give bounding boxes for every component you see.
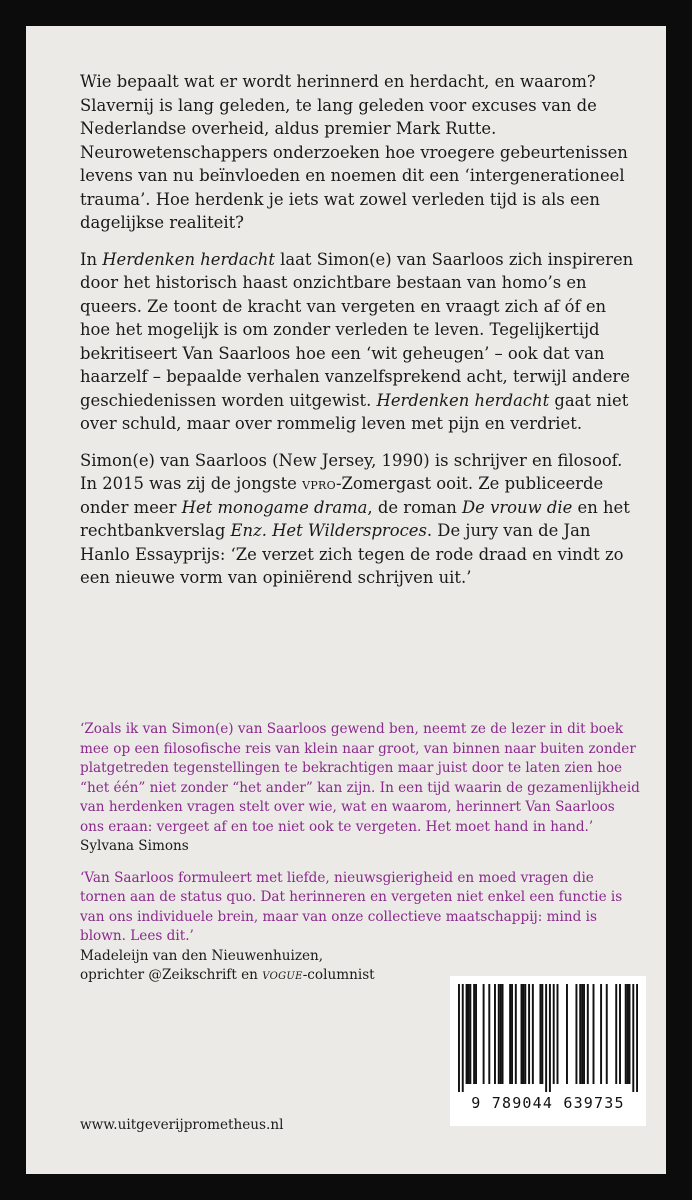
barcode-bar (528, 984, 530, 1084)
book-title: Herdenken herdacht (376, 390, 550, 410)
barcode-bar (488, 984, 490, 1084)
barcode-bar (515, 984, 517, 1084)
barcode-bar (636, 984, 638, 1092)
text-span: . De jury van de Jan Hanlo Essayprijs: ‘Ze verzet zich tegen de rode draad en vindt zo een nieuwe vorm van opiniërend schrijven uit.’ (80, 521, 624, 587)
barcode-bar (587, 984, 589, 1084)
barcode-bar (557, 984, 559, 1084)
barcode-bar (553, 984, 555, 1084)
barcode-bar (566, 984, 568, 1084)
barcode-bar (483, 984, 485, 1084)
barcode-bar (615, 984, 617, 1084)
book-title: Enz. Het Wildersproces (230, 521, 427, 540)
text-span: en het rechtbankverslag (80, 497, 630, 540)
barcode-bar (511, 984, 513, 1084)
publisher-website: www.uitgeverijprometheus.nl (80, 1117, 284, 1133)
author-name: Madeleijn van den Nieuwenhuizen, (80, 947, 324, 964)
blurb (80, 70, 640, 603)
barcode-bar (549, 984, 551, 1092)
barcode-bar (600, 984, 602, 1084)
barcode-bar (541, 984, 543, 1084)
barcode-bar (500, 984, 502, 1084)
barcode-bar (593, 984, 595, 1084)
barcode-bar (575, 984, 577, 1084)
review-quotes (80, 720, 640, 998)
barcode-bar (522, 984, 524, 1084)
barcode-bar (619, 984, 621, 1084)
barcode-bar (629, 984, 631, 1084)
barcode-bar (502, 984, 504, 1084)
barcode-bar (625, 984, 627, 1084)
text-span: -columnist (302, 967, 375, 983)
isbn-number: 9 789044 639735 (471, 1094, 625, 1112)
book-title: De vrouw die (462, 497, 573, 517)
text-span: , de roman (367, 497, 463, 517)
back-cover (26, 26, 666, 1174)
barcode-bar (509, 984, 511, 1084)
book-title: Het monogame drama (181, 497, 368, 517)
barcode (450, 976, 646, 1126)
blurb-paragraph-1: Wie bepaalt wat er wordt herinnerd en herdacht, en waarom? Slavernij is lang geleden, te lang geleden voor excuses van de Nederlandse overheid, aldus premier Mark Rutte. Neurowetenschappers onderzoeken hoe vroegere gebeurtenissen levens van nu beïnvloeden en noemen dit een ‘intergenerationeel trauma’. Hoe herdenk je iets wat zowel verleden tijd is als een dagelijkse realiteit? (80, 72, 628, 232)
text-span: Simon(e) van Saarloos (New Jersey, 1990) is schrijver en filosoof. In 2015 was zij de jongste (80, 450, 623, 493)
barcode-bar (521, 984, 523, 1084)
barcode-bars (458, 984, 638, 1092)
barcode-bar (498, 984, 500, 1084)
barcode-bar (466, 984, 468, 1084)
vogue-text: vogue (262, 967, 303, 983)
text-span: oprichter @Zeikschrift en (80, 967, 263, 983)
barcode-bar (583, 984, 585, 1084)
barcode-bar (532, 984, 534, 1084)
quote-1: ‘Zoals ik van Simon(e) van Saarloos gewend ben, neemt ze de lezer in dit boek mee op een filosofische reis van klein naar groot, van binnen naar buiten zonder platgetreden tegenstellingen te bekrachtigen maar juist door te laten zien hoe “het één” niet zonder “het ander” kan zijn. In een tijd waarin de gezamenlijkheid van herdenken vragen stelt over wie, wat en waarom, herinnert Van Saarloos ons eraan: vergeet af en toe niet ook te vergeten. Het moet hand in hand.’ (80, 721, 640, 835)
text-span: gaat niet over schuld, maar over rommelig leven met pijn en verdriet. (80, 390, 629, 433)
barcode-bar (606, 984, 608, 1084)
barcode-bar (473, 984, 475, 1084)
author-bio (80, 449, 640, 590)
barcode-bar (579, 984, 581, 1084)
barcode-bar (627, 984, 629, 1084)
barcode-bar (632, 984, 634, 1092)
barcode-bar (475, 984, 477, 1084)
book-title: Herdenken herdacht (102, 249, 275, 269)
quote-1-author: Sylvana Simons (80, 838, 189, 854)
barcode-bar (469, 984, 471, 1084)
barcode-bar (467, 984, 469, 1084)
quote-2: ‘Van Saarloos formuleert met liefde, nieuwsgierigheid en moed vragen die tornen aan de status quo. Dat herinneren en vergeten niet enkel een functie is van ons individuele brein, maar van onze collectieve maatschappij: mind is blown. Lees dit.’ (80, 869, 623, 944)
text-span: In (80, 249, 103, 269)
barcode-bar (581, 984, 583, 1084)
text-span: -Zomergast ooit. Ze publiceerde onder meer (80, 474, 604, 517)
barcode-bar (458, 984, 460, 1092)
blurb-paragraph-2 (80, 248, 640, 436)
barcode-bar (545, 984, 547, 1092)
barcode-bar (494, 984, 496, 1084)
barcode-bar (462, 984, 464, 1092)
text-span: laat Simon(e) van Saarloos zich inspireren door het historisch haast onzichtbare bestaan van homo’s en queers. Ze toont de kracht van vergeten en vraagt zich af óf en hoe het mogelijk is om zonder verleden te leven. Tegelijkertijd bekritiseert Van Saarloos hoe een ‘wit geheugen’ – ook dat van haarzelf – bepaalde verhalen vanzelfsprekend acht, terwijl andere geschiedenissen worden uitgewist. (80, 249, 634, 410)
barcode-bar (539, 984, 541, 1084)
vpro-text: vpro (302, 474, 336, 493)
barcode-bar (524, 984, 526, 1084)
